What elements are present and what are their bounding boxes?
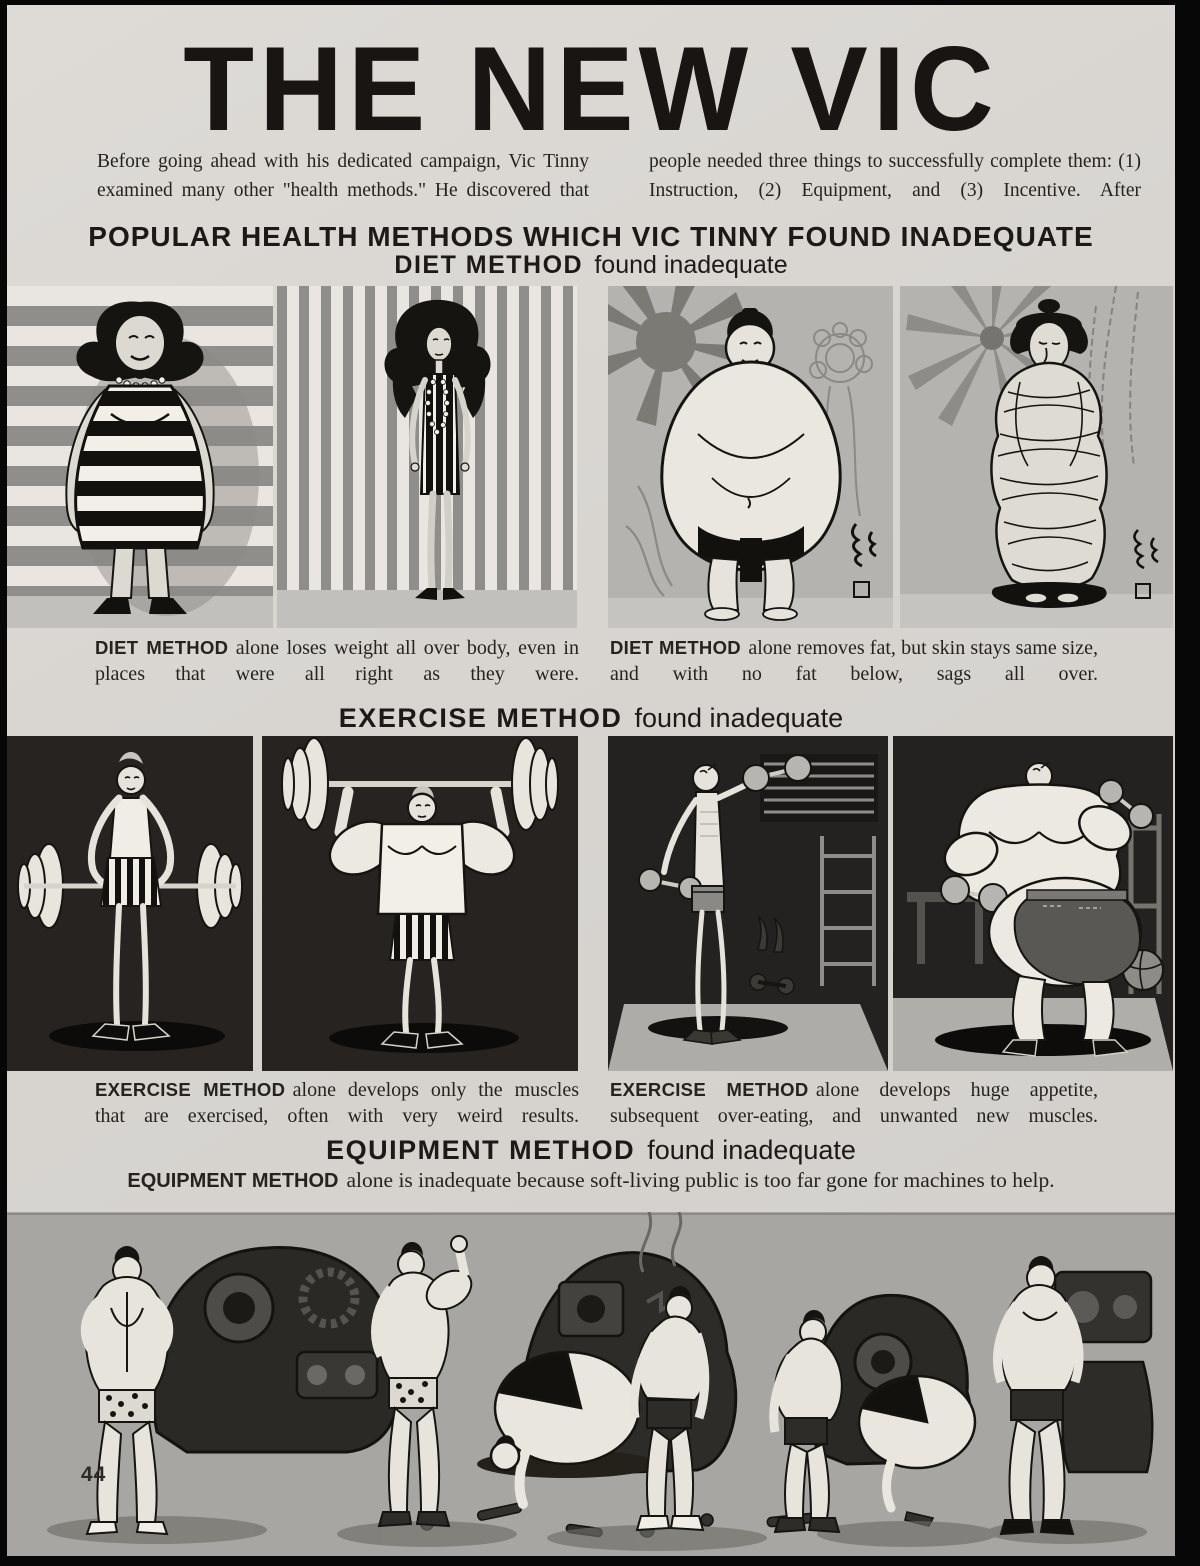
- diet-panel-before-left: [7, 286, 273, 628]
- skinny-gym-illustration: [608, 736, 888, 1071]
- intro-column-right: people needed three things to successfully complete them: (1) Instruction, (2) Equipment, and (3) Incentive. After: [649, 151, 1141, 202]
- intro-column-left: Before going ahead with his dedicated campaign, Vic Tinny examined many other "health methods." He discovered that: [97, 151, 589, 202]
- sumo-wrestler-illustration: [608, 286, 893, 628]
- exercise-caption-left-text: alone develops only the muscles that are exercised, often with very weird results.: [95, 1079, 580, 1128]
- skinny-lifter-illustration: [7, 736, 253, 1071]
- equipment-caption-text: alone is inadequate because soft-living public is too far gone for machines to help.: [346, 1168, 1055, 1192]
- diet-panel-after-left: [277, 286, 577, 628]
- machinery-pile-left: [152, 1248, 399, 1452]
- diet-caption-left: [95, 635, 579, 688]
- exercise-panel-before-right: [608, 736, 888, 1071]
- equipment-heading: [7, 1135, 1175, 1166]
- exercise-caption-right-text: alone develops huge appetite, subsequent over-eating, and unwanted new muscles.: [610, 1079, 1098, 1128]
- diet-caption-left-text: alone loses weight all over body, even in places that were all right as they were.: [95, 637, 579, 686]
- main-heading: POPULAR HEALTH METHODS WHICH VIC TINNY FOUND INADEQUATE: [88, 221, 1094, 252]
- exercise-caption-left: [95, 1077, 579, 1130]
- diet-caption-left-lead: DIET METHOD: [95, 637, 229, 658]
- equipment-heading-bold: EQUIPMENT METHOD: [326, 1135, 636, 1165]
- equipment-illustration-strip: [7, 1212, 1175, 1556]
- exercise-heading-rest: found inadequate: [634, 703, 844, 733]
- equipment-caption: [7, 1168, 1175, 1193]
- exercise-caption-right: [610, 1077, 1098, 1130]
- page-title: THE NEW VIC: [183, 22, 999, 156]
- diet-panel-before-right: [608, 286, 893, 628]
- exercise-panel-after-right: [893, 736, 1173, 1071]
- fat-woman-illustration: [7, 286, 273, 628]
- diet-panel-after-right: [900, 286, 1173, 628]
- exercise-figure-row: [7, 736, 1175, 1071]
- diet-heading-rest: found inadequate: [594, 251, 788, 279]
- diet-caption-right-lead: DIET METHOD: [610, 637, 741, 658]
- exercise-heading: [7, 703, 1175, 734]
- calligraphy-signature: [1134, 530, 1158, 598]
- big-belly-lifter-illustration: [893, 736, 1173, 1071]
- exercise-panel-before-left: [7, 736, 253, 1071]
- exercise-heading-bold: EXERCISE METHOD: [338, 703, 623, 733]
- thin-woman-illustration: [277, 286, 577, 628]
- exercise-panel-after-left: [262, 736, 578, 1071]
- equipment-caption-lead: EQUIPMENT METHOD: [127, 1170, 339, 1192]
- page-number: 44: [81, 1463, 107, 1486]
- exercise-caption-left-lead: EXERCISE METHOD: [95, 1079, 286, 1100]
- diet-heading: [7, 251, 1175, 280]
- magazine-page: [7, 5, 1175, 1556]
- diet-caption-right-text: alone removes fat, but skin stays same size, and with no fat below, sags all over.: [610, 637, 1098, 686]
- exercise-caption-right-lead: EXERCISE METHOD: [610, 1079, 809, 1100]
- big-arms-lifter-illustration: [262, 736, 578, 1071]
- sagging-skin-man-illustration: [900, 286, 1173, 628]
- equipment-heading-rest: found inadequate: [647, 1135, 856, 1165]
- intro-paragraphs: [97, 147, 1165, 206]
- machine-wreckage-illustration: [7, 1212, 1175, 1556]
- calligraphy-signature: [852, 524, 876, 597]
- diet-heading-bold: DIET METHOD: [394, 251, 584, 279]
- diet-caption-right: [610, 635, 1098, 688]
- diet-figure-row: [7, 286, 1175, 628]
